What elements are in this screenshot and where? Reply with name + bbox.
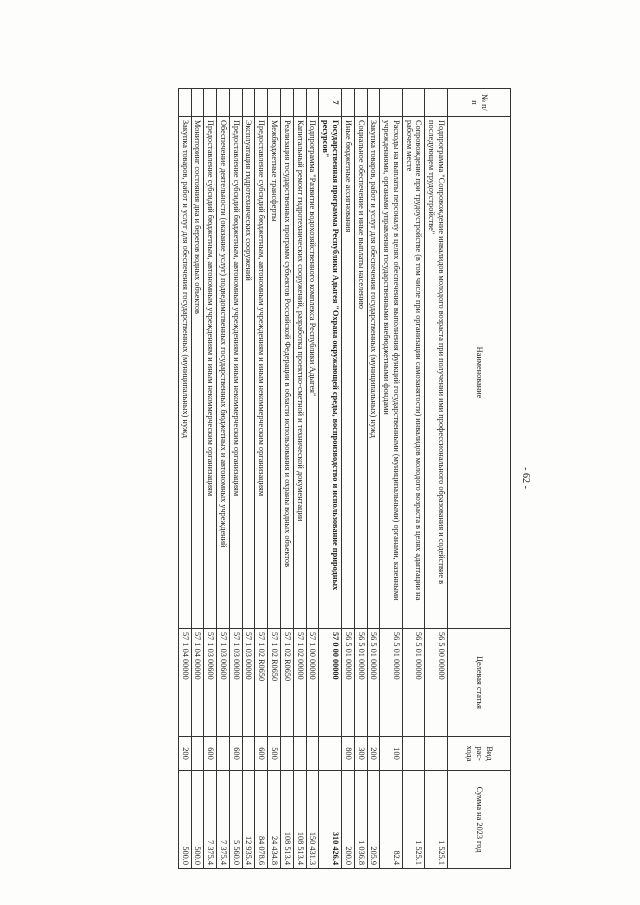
page-number: - 62 -	[520, 467, 531, 489]
table-row	[242, 89, 255, 869]
cell-target: 57 1 04 00000	[191, 629, 204, 737]
cell-num	[293, 89, 306, 117]
cell-sum: 500.0	[178, 771, 191, 869]
table-row	[268, 89, 281, 869]
cell-kind	[402, 737, 425, 771]
cell-num	[217, 89, 230, 117]
cell-target: 57 1 00 00000	[306, 629, 319, 737]
rotated-content	[88, 88, 533, 868]
cell-name: Государственная программа Республики Адыгея "Охрана окружающей среды, воспроизводство и использование природных ресурсов"	[319, 117, 342, 629]
cell-kind	[319, 737, 342, 771]
cell-name: Подпрограмма "Развитие водохозяйственного комплекса Республики Адыгея"	[306, 117, 319, 629]
table-row	[354, 89, 367, 869]
cell-kind: 200	[178, 737, 191, 771]
cell-kind	[425, 737, 448, 771]
cell-name: Расходы на выплаты персоналу в целях обеспечения выполнения функций государственными (муниципальными) органами, казенными учреждениями, органами управления государственными внебюджетными фондами	[380, 117, 403, 629]
cell-sum: 200.0	[341, 771, 354, 869]
cell-target: 57 1 03 00600	[204, 629, 217, 737]
cell-name: Закупка товаров, работ и услуг для обеспечения государственных (муниципальных) нужд	[367, 117, 380, 629]
table-row	[319, 89, 342, 869]
header-num: № п/п	[448, 89, 511, 117]
cell-num	[380, 89, 403, 117]
table-row	[217, 89, 230, 869]
budget-table	[178, 88, 511, 869]
cell-num	[281, 89, 294, 117]
cell-sum: 5 560.0	[229, 771, 242, 869]
cell-sum: 84 078.6	[255, 771, 268, 869]
table-row	[229, 89, 242, 869]
cell-kind: 800	[341, 737, 354, 771]
cell-num	[341, 89, 354, 117]
table-row	[191, 89, 204, 869]
header-kind: Вид рас-хода	[448, 737, 511, 771]
table-row	[380, 89, 403, 869]
table-row	[341, 89, 354, 869]
cell-name: Предоставление субсидий бюджетным, автономным учреждениям и иным некоммерческим организациям	[229, 117, 242, 629]
cell-target: 57 1 03 00000	[229, 629, 242, 737]
header-name: Наименование	[448, 117, 511, 629]
table-row	[402, 89, 425, 869]
cell-target: 57 0 00 00000	[319, 629, 342, 737]
cell-target: 56 5 01 00000	[380, 629, 403, 737]
cell-name: Социальное обеспечение и иные выплаты населению	[354, 117, 367, 629]
table-row	[367, 89, 380, 869]
cell-kind: 300	[354, 737, 367, 771]
cell-num	[367, 89, 380, 117]
table-row	[293, 89, 306, 869]
cell-num	[402, 89, 425, 117]
cell-num	[242, 89, 255, 117]
cell-name: Реализация государственных программ субъектов Российской Федерации в области использования и охраны водных объектов	[281, 117, 294, 629]
cell-name: Предоставление субсидий бюджетным, автономным учреждениям и иным некоммерческим организациям	[204, 117, 217, 629]
cell-target: 56 5 01 00000	[341, 629, 354, 737]
cell-target: 57 1 04 00000	[178, 629, 191, 737]
cell-target: 57 1 02 R0650	[268, 629, 281, 737]
cell-name: Предоставление субсидий бюджетным, автономным учреждениям и иным некоммерческим организациям	[255, 117, 268, 629]
cell-kind: 600	[204, 737, 217, 771]
cell-num	[204, 89, 217, 117]
table-body	[178, 89, 447, 869]
cell-kind	[242, 737, 255, 771]
cell-target: 56 5 01 00000	[402, 629, 425, 737]
cell-kind	[217, 737, 230, 771]
cell-kind	[293, 737, 306, 771]
cell-num	[191, 89, 204, 117]
cell-sum: 7 375.4	[204, 771, 217, 869]
table-row	[281, 89, 294, 869]
table-row	[178, 89, 191, 869]
cell-name: Закупка товаров, работ и услуг для обеспечения государственных (муниципальных) нужд	[178, 117, 191, 629]
cell-name: Сопровождение при трудоустройстве (в том числе при организации самозанятости) инвалидов молодого возраста в целях адаптации на рабочем месте	[402, 117, 425, 629]
table-row	[306, 89, 319, 869]
cell-num: 7	[319, 89, 342, 117]
cell-target: 57 1 02 R0650	[281, 629, 294, 737]
cell-kind	[191, 737, 204, 771]
cell-sum: 82.4	[380, 771, 403, 869]
cell-sum: 150 431.3	[306, 771, 319, 869]
cell-sum: 205.9	[367, 771, 380, 869]
table-row	[255, 89, 268, 869]
cell-sum: 24 434.8	[268, 771, 281, 869]
cell-sum: 1 525.1	[402, 771, 425, 869]
cell-num	[425, 89, 448, 117]
cell-num	[306, 89, 319, 117]
cell-sum: 7 375.4	[217, 771, 230, 869]
cell-name: Мониторинг состояния дна и берегов водных объектов	[191, 117, 204, 629]
header-target: Целевая статья	[448, 629, 511, 737]
cell-sum: 108 513.4	[281, 771, 294, 869]
cell-kind	[281, 737, 294, 771]
cell-target: 57 1 03 00000	[242, 629, 255, 737]
cell-target: 57 1 03 00600	[217, 629, 230, 737]
cell-name: Межбюджетные трансферты	[268, 117, 281, 629]
cell-kind: 500	[268, 737, 281, 771]
cell-sum: 310 426.4	[319, 771, 342, 869]
header-sum: Сумма на 2023 год	[448, 771, 511, 869]
table-row	[204, 89, 217, 869]
cell-name: Капитальный ремонт гидротехнических сооружений, разработка проектно-сметной и технической документации	[293, 117, 306, 629]
cell-sum: 108 513.4	[293, 771, 306, 869]
cell-num	[268, 89, 281, 117]
cell-kind	[306, 737, 319, 771]
cell-target: 56 5 01 00000	[367, 629, 380, 737]
table-header-row	[448, 89, 511, 869]
cell-target: 57 1 02 R0650	[255, 629, 268, 737]
cell-num	[255, 89, 268, 117]
cell-kind: 200	[367, 737, 380, 771]
cell-target: 57 1 02 00000	[293, 629, 306, 737]
cell-kind: 100	[380, 737, 403, 771]
cell-num	[178, 89, 191, 117]
cell-sum: 1 525.1	[425, 771, 448, 869]
cell-sum: 12 935.4	[242, 771, 255, 869]
cell-num	[354, 89, 367, 117]
cell-name: Обеспечение деятельности (оказание услуг) подведомственных государственных бюджетных и автономных учреждений	[217, 117, 230, 629]
cell-kind: 600	[255, 737, 268, 771]
cell-target: 56 5 01 00000	[354, 629, 367, 737]
cell-target: 56 5 00 00000	[425, 629, 448, 737]
cell-sum: 500.0	[191, 771, 204, 869]
cell-name: Эксплуатация гидротехнических сооружений	[242, 117, 255, 629]
table-row	[425, 89, 448, 869]
cell-name: Иные бюджетные ассигнования	[341, 117, 354, 629]
cell-name: Подпрограмма "Сопровождение инвалидов молодого возраста при получении ими профессионального образования и содействие в последующем трудоустройстве"	[425, 117, 448, 629]
cell-sum: 1 036.8	[354, 771, 367, 869]
cell-kind: 600	[229, 737, 242, 771]
cell-num	[229, 89, 242, 117]
